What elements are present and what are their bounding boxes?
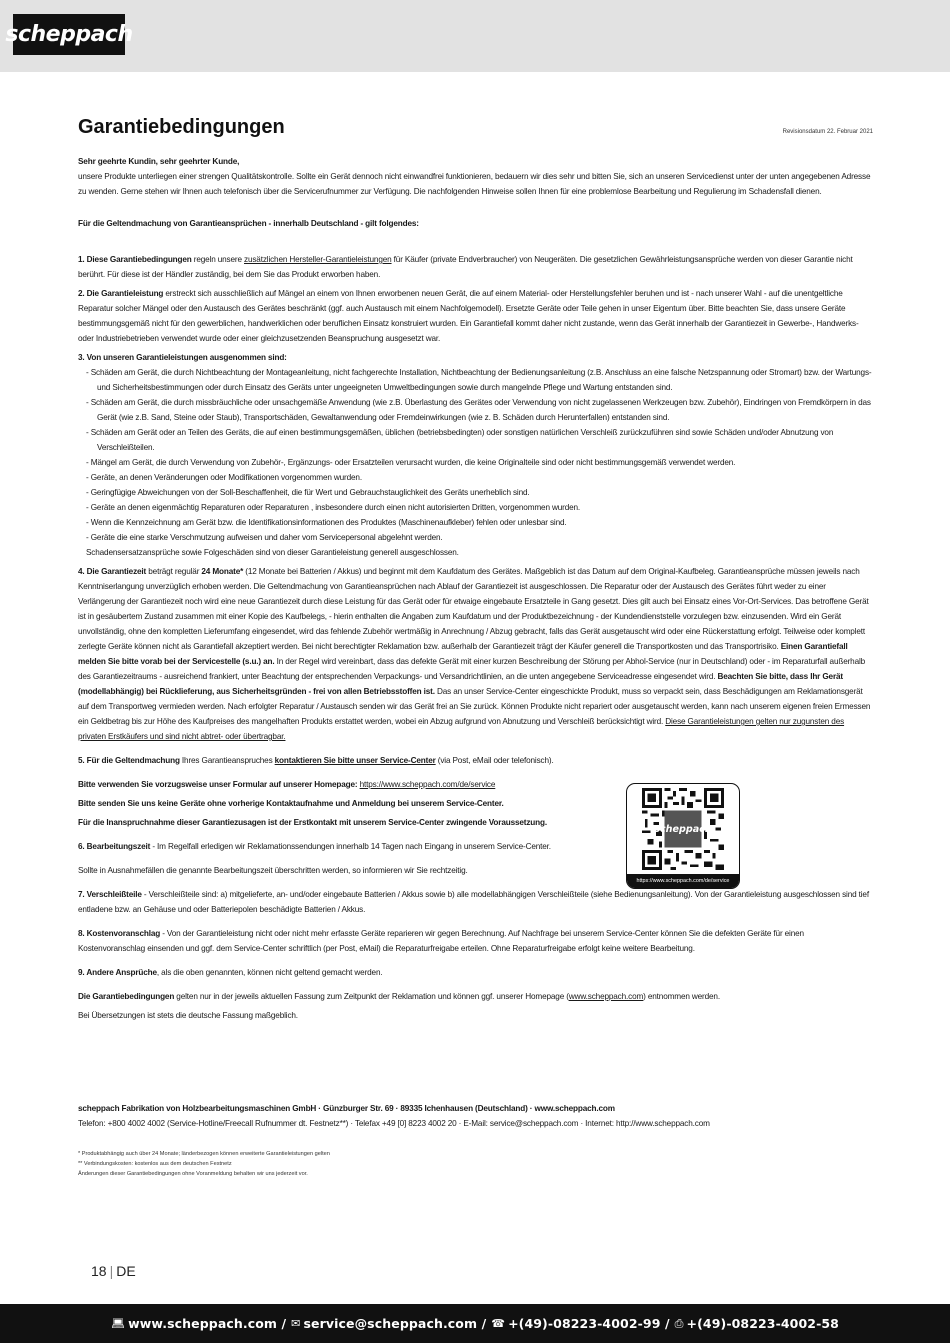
section-2: 2. Die Garantieleistung erstreckt sich ausschließlich auf Mängel an einem von Ihnen erworbenen neuen Gerät, die auf einem Material- oder Herstellungsfehler beruhen und ist - nach unserer Wahl - auf die unentgeltliche Reparatur solcher Mängel oder den Austausch des Gerätes beschränkt (ggf. auch Austausch mit einem Nachfolgemodell). Ersetzte Geräte oder Teile gehen in unser Eigentum über. Bitte beachten Sie, dass unsere Geräte bestimmungsgemäß nicht für den gewerblichen, handwerklichen oder beruflichen Einsatz konstruiert wurden. Ein Garantiefall kommt daher nicht zustande, wenn das Gerät innerhalb der Garantiezeit in Gewerbe-, Handwerks- oder Industriebetrieben verwendet wurde oder einer gleichzusetzenden Beanspruchung ausgesetzt war. <box>78 289 859 343</box>
service-center-link[interactable]: kontaktieren Sie bitte unser Service-Center <box>274 756 436 765</box>
qr-code-icon <box>638 788 728 870</box>
section-6: 6. Bearbeitungszeit - Im Regelfall erledigen wir Reklamationssendungen innerhalb 14 Tagen nach Eingang in unserem Service-Center. <box>78 842 551 851</box>
fax-number: +(49)-08223-4002-58 <box>686 1316 839 1331</box>
footer-bar <box>0 1304 950 1343</box>
section-3-heading: 3. Von unseren Garantieleistungen ausgenommen sind: <box>78 353 287 362</box>
footnote: Änderungen dieser Garantiebedingungen ohne Voranmeldung behalten wir uns jederzeit vor. <box>78 1171 308 1177</box>
salutation: Sehr geehrte Kundin, sehr geehrter Kunde, <box>78 157 240 166</box>
section-5: 5. Für die Geltendmachung Ihres Garantieanspruches kontaktieren Sie bitte unser Service-Center (via Post, eMail oder telefonisch). Bitte verwenden Sie vorzugsweise unser Formular auf unserer Homepage: https://www.scheppach.com/de/service Bitte senden Sie uns keine Geräte ohne vorherige Kontaktaufnahme und Anmeldung bei unserem Service-Center. Für die Inanspruchnahme dieser Garantiezusagen ist der Erstkontakt mit unserem Service-Center zwingende Voraussetzung. <box>78 756 554 827</box>
website-link[interactable]: www.scheppach.com / <box>128 1316 287 1331</box>
list-item: - Wenn die Kennzeichnung am Gerät bzw. die Identifikationsinformationen des Produktes (Maschinenaufkleber) fehlen oder unlesbar sind. <box>78 515 873 530</box>
qr-logo: scheppach <box>654 824 712 836</box>
section-1: 1. Diese Garantiebedingungen regeln unsere zusätzlichen Hersteller-Garantieleistungen für Käufer (private Endverbraucher) von Neugeräten. Die gesetzlichen Gewährleistungsansprüche werden von dieser Garantie nicht berührt. Für diese ist der Händler zuständig, bei dem Sie das Produkt erworben haben. <box>78 255 853 279</box>
exclusions-list <box>78 365 873 545</box>
scheppach-logo: scheppach <box>13 14 125 55</box>
list-item: - Geräte an denen eigenmächtig Reparaturen oder Reparaturen , insbesondere durch einen nicht autorisierten Dritten, vorgenommen wurden. <box>78 500 873 515</box>
list-item: - Geräte die eine starke Verschmutzung aufweisen und daher vom Servicepersonal abgelehnt werden. <box>78 530 873 545</box>
section-8: 8. Kostenvoranschlag - Von der Garantieleistung nicht oder nicht mehr erfasste Geräte reparieren wir gegen Berechnung. Auf Nachfrage bei unserem Service-Center können Sie die defekten Geräte für einen Kostenvoranschlag einsenden und ggf. dem Service-Center schriftlich (per Post, eMail) die Reparaturfreigabe erteilen. Ohne Reparaturfreigabe erfolgt keine weitere Bearbeitung. <box>78 929 804 953</box>
section-9: 9. Andere Ansprüche, als die oben genannten, können nicht geltend gemacht werden. <box>78 968 383 977</box>
footnote: ** Verbindungskosten: kostenlos aus dem deutschen Festnetz <box>78 1161 232 1167</box>
service-form-link[interactable]: https://www.scheppach.com/de/service <box>359 780 496 789</box>
section-4: 4. Die Garantiezeit beträgt regulär 24 Monate* (12 Monate bei Batterien / Akkus) und beginnt mit dem Kaufdatum des Gerätes. Maßgeblich ist das Datum auf dem Original-Kaufbeleg. Garantieansprüche müssen jeweils nach Kenntniserlangung unverzüglich erhoben werden. Die Geltendmachung von Garantieansprüchen nach Ablauf der Garantiezeit ist ausgeschlossen. Die Reparatur oder der Austausch des Gerätes führt weder zu einer Verlängerung der Garantiezeit noch wird eine neue Garantiezeit durch diese Leistung für das Gerät oder für etwaige eingebaute Ersatzteile in Gang gesetzt. Dies gilt auch bei Einsatz eines Vor-Ort-Services. Das betroffene Gerät ist in gesäubertem Zustand zusammen mit einer Kopie des Kaufbelegs, - hierin enthalten die Angaben zum Kaufdatum und der Produktbezeichnung - der Kundendienststelle vorzulegen bzw. einzusenden. Wird ein Gerät unvollständig, ohne den kompletten Lieferumfang eingesendet, wird das fehlende Zubehör wertmäßig in Anrechnung / Abzug gebracht, falls das Gerät ausgetauscht wird oder eine Rückerstattung erfolgt. Teilweise oder komplett zerlegte Geräte können nicht als Garantiefall akzeptiert werden. Bei nicht berechtigter Reklamation bzw. außerhalb der Garantiezeit trägt der Käufer generell die Transportkosten und das Transportrisiko. Einen Garantiefall melden Sie bitte vorab bei der Servicestelle (s.u.) an. In der Regel wird vereinbart, dass das defekte Gerät mit einer kurzen Beschreibung der Störung per Abhol-Service (nur in Deutschland) oder - im Reparaturfall außerhalb des Garantiezeitraums - ausreichend frankiert, unter Beachtung der entsprechenden Verpackungs- und Versandrichtlinien, an die unten angegebene Serviceadresse eingesendet wird. Beachten Sie bitte, dass Ihr Gerät (modellabhängig) bei Rücklieferung, aus Sicherheitsgründen - frei von allen Betriebsstoffen ist. Das an unser Service-Center eingeschickte Produkt, muss so verpackt sein, dass Beschädigungen am Reklamationsgerät auf dem Transportweg vermieden werden. Nach erfolgter Reparatur / Austausch senden wir das Gerät frei an Sie zurück. Können Produkte nicht repariert oder ausgetauscht werden, kann nach unserem eigenen freien Ermessen ein Geldbetrag bis zur Höhe des Kaufpreises des mangelhaften Produkts erstattet werden, wobei ein Abzug aufgrund von Abnutzung und Verschleiß berücksichtigt wird. Diese Garantieleistungen gelten nur zugunsten des privaten Erstkäufers und sind nicht abtret- oder übertragbar. <box>78 567 871 741</box>
document-body <box>78 154 873 1023</box>
warranty-link[interactable]: zusätzlichen Hersteller-Garantieleistungen <box>244 255 392 264</box>
list-item: - Schäden am Gerät oder an Teilen des Geräts, die auf einen bestimmungsgemäßen, üblichen (betriebsbedingten) oder sonstigen natürlichen Verschleiß zurückzuführen sind sowie Schäden und/oder Abnutzung von Verschleißteilen. <box>78 425 873 455</box>
list-item: - Mängel am Gerät, die durch Verwendung von Zubehör-, Ergänzungs- oder Ersatzteilen verursacht wurden, die keine Originalteile sind oder nicht bestimmungsgemäß verwendet werden. <box>78 455 873 470</box>
translation-note: Bei Übersetzungen ist stets die deutsche Fassung maßgeblich. <box>78 1011 298 1020</box>
revision-date: Revisionsdatum 22. Februar 2021 <box>782 129 873 135</box>
qr-code[interactable] <box>626 783 740 889</box>
footnotes <box>78 1149 578 1179</box>
section-7: 7. Verschleißteile - Verschleißteile sind: a) mitgelieferte, an- und/oder eingebaute Batterien / Akkus sowie b) alle modellabhängigen Verschleißteile (siehe Bedienungsanleitung). Von der Garantieleistung ausgeschlossen sind tief entladene bzw. an Gehäuse und oder Batteriepolen beschädigte Batterien / Akkus. <box>78 890 869 914</box>
fax-icon: ⎙ <box>674 1316 684 1330</box>
page-number: 18 | DE <box>91 1263 136 1279</box>
page-title: Garantiebedingungen <box>78 116 285 138</box>
list-item: - Schäden am Gerät, die durch Nichtbeachtung der Montageanleitung, nicht fachgerechte Installation, Nichtbeachtung der Bedienungsanleitung (z.B. Anschluss an eine falsche Netzspannung oder Stromart) bzw. der Wartungs- und Sicherheitsbestimmungen oder durch Einsatz des Geräts unter ungeeigneten Umweltbedingungen sowie durch mangelnde Pflege und Wartung entstanden sind. <box>78 365 873 395</box>
section-3-note: Schadensersatzansprüche sowie Folgeschäden sind von dieser Garantieleistung generell ausgeschlossen. <box>86 548 459 557</box>
section-6-note: Sollte in Ausnahmefällen die genannte Bearbeitungszeit überschritten werden, so informieren wir Sie rechtzeitig. <box>78 866 468 875</box>
qr-caption: https://www.scheppach.com/de/service <box>627 874 739 888</box>
homepage-link[interactable]: www.scheppach.com <box>568 992 644 1001</box>
validity-note: Die Garantiebedingungen gelten nur in der jeweils aktuellen Fassung zum Zeitpunkt der Reklamation und können ggf. unserer Homepage (www.scheppach.com) entnommen werden. <box>78 992 720 1001</box>
header-bar <box>0 0 950 72</box>
company-info: scheppach Fabrikation von Holzbearbeitungsmaschinen GmbH · Günzburger Str. 69 · 89335 Ichenhausen (Deutschland) · www.scheppach.com Telefon: +800 4002 4002 (Service-Hotline/Freecall Rufnummer dt. Festnetz**) · Telefax +49 [0] 8223 4002 20 · E-Mail: service@scheppach.com · Internet: http://www.scheppach.com <box>78 1104 710 1128</box>
phone-number[interactable]: +(49)-08223-4002-99 / <box>508 1316 670 1331</box>
mail-icon: ✉ <box>291 1317 301 1330</box>
laptop-icon: 💻︎ <box>111 1317 126 1330</box>
footnote: * Produktabhängig auch über 24 Monate; länderbezogen können erweiterte Garantieleistungen gelten <box>78 1151 330 1157</box>
list-item: - Schäden am Gerät, die durch missbräuchliche oder unsachgemäße Anwendung (wie z.B. Überlastung des Gerätes oder Verwendung von nicht zugelassenen Werkzeugen bzw. Zubehör), Eindringen von Fremdkörpern in das Gerät (wie z.B. Sand, Steine oder Staub), Transportschäden, Gewaltanwendung oder Fremdeinwirkungen (wie z. B. Schäden durch Herunterfallen) entstanden sind. <box>78 395 873 425</box>
email-link[interactable]: service@scheppach.com / <box>303 1316 487 1331</box>
intro-paragraph: unsere Produkte unterliegen einer strengen Qualitätskontrolle. Sollte ein Gerät dennoch nicht einwandfrei funktionieren, bedauern wir dies sehr und bitten Sie, sich an unseren Servicedienst unter der unten angegebenen Adresse zu wenden. Gerne stehen wir Ihnen auch telefonisch über die Servicerufnummer zur Verfügung. Die nachfolgenden Hinweise sollen Ihnen für eine problemlose Bearbeitung und Regulierung im Schadensfall dienen. <box>78 172 871 196</box>
list-item: - Geräte, an denen Veränderungen oder Modifikationen vorgenommen wurden. <box>78 470 873 485</box>
list-item: - Geringfügige Abweichungen von der Soll-Beschaffenheit, die für Wert und Gebrauchstauglichkeit des Geräts unerheblich sind. <box>78 485 873 500</box>
phone-icon: ☎ <box>491 1317 506 1330</box>
scope-heading: Für die Geltendmachung von Garantieansprüchen - innerhalb Deutschland - gilt folgendes: <box>78 219 419 228</box>
